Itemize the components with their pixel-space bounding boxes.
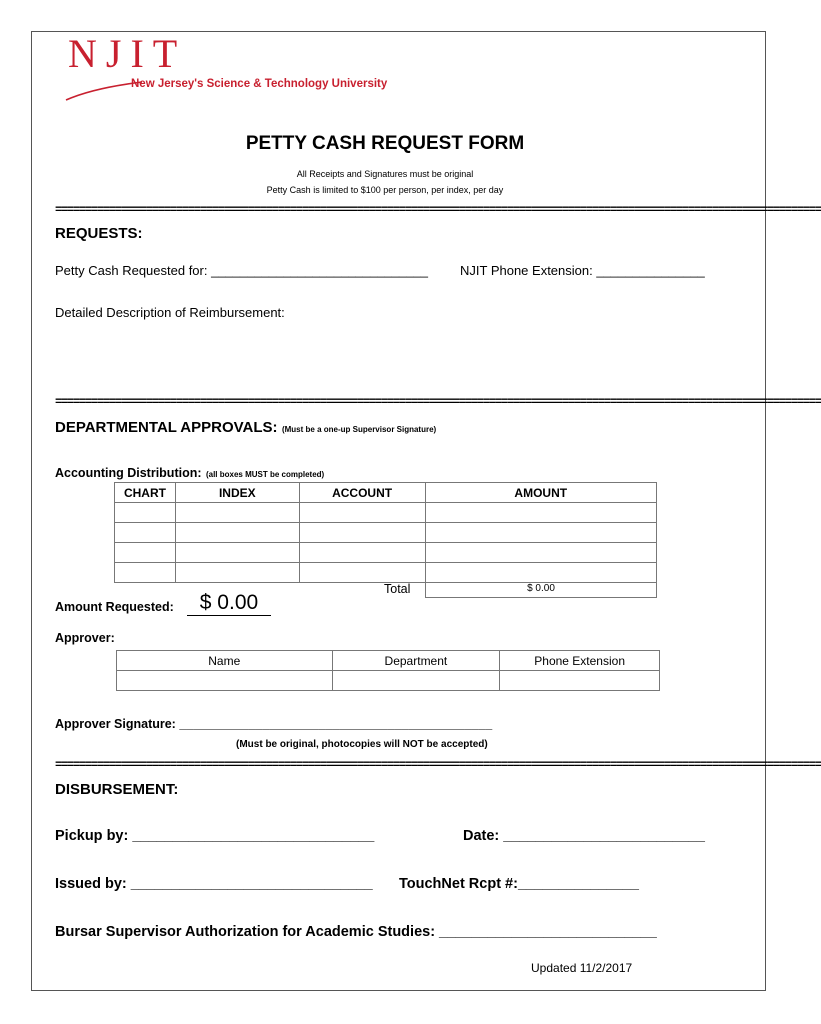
signature-note: (Must be original, photocopies will NOT be accepted): [236, 739, 488, 750]
approver-phone-cell[interactable]: [500, 671, 660, 691]
table-cell[interactable]: [175, 543, 299, 563]
amount-requested-label: Amount Requested:: [55, 600, 174, 614]
approver-department-cell[interactable]: [332, 671, 500, 691]
date-field[interactable]: Date: _________________________: [463, 828, 705, 844]
accounting-table: [114, 482, 657, 583]
approver-table: [116, 650, 660, 691]
bursar-authorization-field[interactable]: Bursar Supervisor Authorization for Academic Studies: ___________________________: [55, 924, 657, 940]
column-header-index: INDEX: [175, 483, 299, 503]
approver-signature-field[interactable]: Approver Signature: _____________________________________________: [55, 717, 493, 731]
pickup-by-field[interactable]: Pickup by: ______________________________: [55, 828, 375, 844]
column-header-amount: AMOUNT: [425, 483, 657, 503]
updated-date: Updated 11/2/2017: [531, 961, 633, 975]
requests-heading: REQUESTS:: [55, 225, 143, 242]
total-label: Total: [384, 582, 411, 596]
petty-cash-for-field[interactable]: Petty Cash Requested for: ______________________________: [55, 263, 428, 278]
amount-requested-field[interactable]: $ 0.00: [187, 590, 271, 616]
column-header-department: Department: [332, 651, 500, 671]
column-header-account: ACCOUNT: [299, 483, 425, 503]
table-cell[interactable]: [425, 523, 657, 543]
approvals-heading: DEPARTMENTAL APPROVALS:: [55, 419, 278, 436]
table-cell[interactable]: [299, 543, 425, 563]
table-cell[interactable]: [425, 543, 657, 563]
disbursement-heading: DISBURSEMENT:: [55, 781, 179, 798]
table-cell[interactable]: [115, 523, 176, 543]
table-cell[interactable]: [175, 523, 299, 543]
table-cell[interactable]: [115, 503, 176, 523]
note-limit: Petty Cash is limited to $100 per person, per index, per day: [266, 185, 504, 195]
touchnet-receipt-field[interactable]: TouchNet Rcpt #:_______________: [399, 876, 639, 892]
column-header-name: Name: [117, 651, 333, 671]
description-label: Detailed Description of Reimbursement:: [55, 305, 285, 320]
table-cell[interactable]: [115, 543, 176, 563]
separator: ===============================================================================================================================: [55, 203, 821, 217]
njit-logo: NJIT: [68, 31, 187, 76]
logo-tagline: New Jersey's Science & Technology University: [131, 78, 388, 90]
table-cell[interactable]: [299, 503, 425, 523]
approver-name-cell[interactable]: [117, 671, 333, 691]
table-cell[interactable]: [425, 503, 657, 523]
issued-by-field[interactable]: Issued by: ______________________________: [55, 876, 373, 892]
note-receipts: All Receipts and Signatures must be original: [296, 169, 474, 179]
accounting-note: (all boxes MUST be completed): [205, 470, 325, 479]
separator: ===============================================================================================================================: [55, 395, 821, 409]
table-cell[interactable]: [115, 563, 176, 583]
column-header-chart: CHART: [115, 483, 176, 503]
table-cell[interactable]: [175, 563, 299, 583]
phone-extension-field[interactable]: NJIT Phone Extension: _______________: [460, 263, 705, 278]
table-cell[interactable]: [299, 523, 425, 543]
separator: ===============================================================================================================================: [55, 758, 821, 772]
total-amount-field[interactable]: $ 0.00: [425, 579, 657, 598]
approvals-note: (Must be a one-up Supervisor Signature): [281, 425, 437, 434]
approver-label: Approver:: [55, 631, 115, 645]
table-cell[interactable]: [175, 503, 299, 523]
table-cell[interactable]: [299, 563, 425, 583]
column-header-phone-extension: Phone Extension: [500, 651, 660, 671]
accounting-label: Accounting Distribution:: [55, 466, 202, 480]
form-title: PETTY CASH REQUEST FORM: [245, 133, 525, 154]
